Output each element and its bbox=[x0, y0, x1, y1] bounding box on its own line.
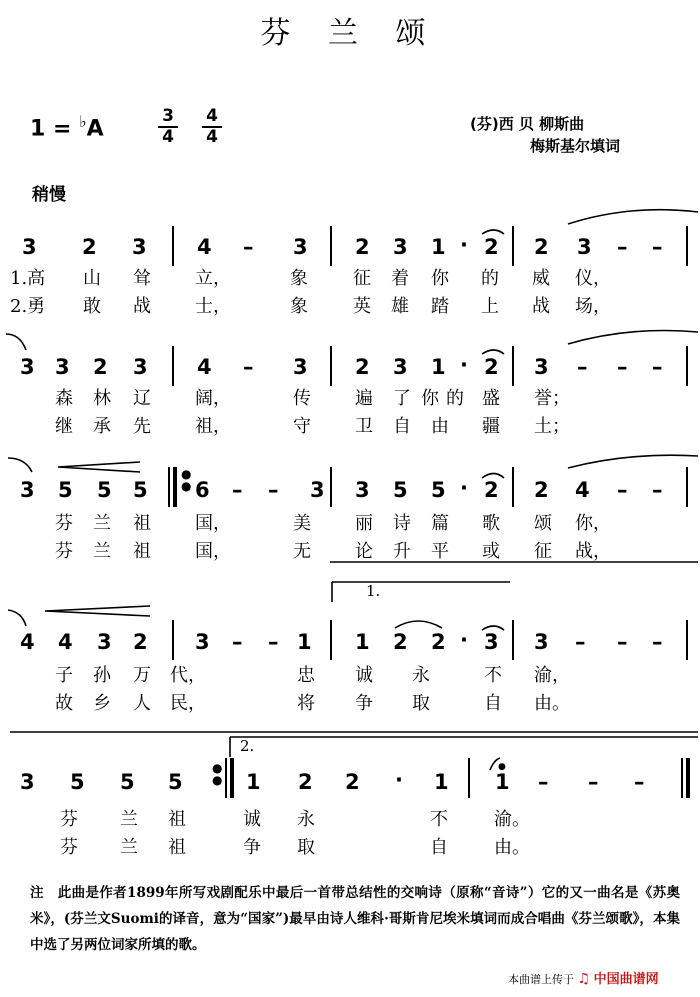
note: 2 bbox=[484, 355, 499, 379]
repeat-dots: ● ● bbox=[212, 761, 223, 787]
octave-dot: ● bbox=[498, 762, 506, 772]
lyric: 阔， bbox=[195, 388, 231, 409]
lyric: 的 bbox=[481, 268, 499, 289]
lyric: 取 bbox=[412, 693, 430, 714]
lyric: 征 bbox=[534, 541, 552, 562]
dot: · bbox=[395, 768, 403, 792]
note: 2 bbox=[133, 630, 148, 654]
lyric: 战， bbox=[575, 541, 611, 562]
note: 3 bbox=[310, 478, 325, 502]
lyric: 论 bbox=[355, 541, 373, 562]
note: – bbox=[617, 630, 628, 654]
note: 2 bbox=[534, 235, 549, 259]
lyric: 诚 bbox=[243, 809, 261, 830]
footnote: 注 此曲是作者1899年所写戏剧配乐中最后一首带总结性的交响诗（原称“音诗”）它的又一曲名是《苏奥米》，(芬兰文Suomi的译音，意为“国家”)最早由诗人维科·哥斯肯尼埃米填词而成合唱曲《芬兰颂歌》，本集中选了另两位词家所填的歌。 bbox=[30, 885, 680, 953]
note: 2 bbox=[393, 630, 408, 654]
lyric: 立， bbox=[195, 268, 231, 289]
note: – bbox=[575, 630, 586, 654]
note: 1 bbox=[297, 630, 312, 654]
lyric: 场， bbox=[575, 296, 611, 317]
note: 3 bbox=[20, 355, 35, 379]
lyric: 美 bbox=[293, 513, 311, 534]
lyric: 祖 bbox=[168, 809, 186, 830]
lyric: 威 bbox=[532, 268, 550, 289]
tie-end bbox=[8, 458, 32, 472]
note: 4 bbox=[20, 630, 35, 654]
time-den: 4 bbox=[162, 127, 174, 147]
time-den: 4 bbox=[206, 127, 218, 147]
note: 5 bbox=[70, 770, 85, 794]
lyric: 芬 bbox=[55, 541, 73, 562]
note: 2 bbox=[534, 478, 549, 502]
note: 2 bbox=[345, 770, 360, 794]
lyric: 由。 bbox=[494, 837, 530, 858]
lyric: 辽 bbox=[133, 388, 151, 409]
lyric: 耸 bbox=[133, 268, 151, 289]
lyric: 象 bbox=[290, 268, 308, 289]
note: 3 bbox=[132, 235, 147, 259]
lyric: 由。 bbox=[534, 693, 570, 714]
lyric: 永 bbox=[412, 665, 430, 686]
lyric: 雄 bbox=[391, 296, 409, 317]
lyric: 象 bbox=[290, 296, 308, 317]
lyric: 芬 bbox=[60, 809, 78, 830]
second-ending-label: 2. bbox=[240, 737, 255, 755]
note: 3 bbox=[393, 355, 408, 379]
lyric: 永 bbox=[297, 809, 315, 830]
tempo-marking: 稍慢 bbox=[32, 185, 66, 205]
lyric: 代， bbox=[170, 665, 206, 686]
lyric: 继 bbox=[55, 416, 73, 437]
lyric: 的 bbox=[446, 388, 464, 409]
lyric: 自 bbox=[393, 416, 411, 437]
repeat-dots: ● ● bbox=[181, 467, 192, 493]
lyric: 忠 bbox=[297, 665, 315, 686]
lyric: 取 bbox=[297, 837, 315, 858]
lyric: 敢 bbox=[83, 296, 101, 317]
note: 2 bbox=[484, 235, 499, 259]
lyric: 誉； bbox=[534, 388, 570, 409]
note: 2 bbox=[93, 355, 108, 379]
lyric: 芬 bbox=[55, 513, 73, 534]
note: 5 bbox=[58, 478, 73, 502]
lyric: 升 bbox=[393, 541, 411, 562]
note: 1 bbox=[355, 630, 370, 654]
lyric: 歌 bbox=[482, 513, 500, 534]
note: 1 bbox=[495, 770, 510, 794]
lyric: 民， bbox=[170, 693, 206, 714]
tie-start bbox=[568, 455, 698, 468]
tie-end bbox=[8, 610, 26, 626]
note: 4 bbox=[575, 478, 590, 502]
lyric: 着 bbox=[391, 268, 409, 289]
note: – bbox=[652, 478, 663, 502]
site-name[interactable]: 中国曲谱网 bbox=[593, 972, 659, 987]
note: 3 bbox=[534, 630, 549, 654]
note: 1 bbox=[431, 235, 446, 259]
lyric: 山 bbox=[83, 268, 101, 289]
note: – bbox=[652, 630, 663, 654]
note: 3 bbox=[577, 235, 592, 259]
note: 3 bbox=[484, 630, 499, 654]
note: – bbox=[588, 770, 599, 794]
lyric: 争 bbox=[355, 693, 373, 714]
lyric: 卫 bbox=[355, 416, 373, 437]
slur bbox=[482, 350, 504, 354]
note: 1 bbox=[434, 770, 449, 794]
note: – bbox=[232, 478, 243, 502]
lyric: 承 bbox=[93, 416, 111, 437]
lyric: 祖， bbox=[195, 416, 231, 437]
note: 2 bbox=[355, 355, 370, 379]
lyric: 人 bbox=[133, 693, 151, 714]
lyric: 国， bbox=[195, 513, 231, 534]
note: 3 bbox=[22, 235, 37, 259]
lyric: 国， bbox=[195, 541, 231, 562]
tie-end bbox=[6, 334, 26, 350]
note: 5 bbox=[120, 770, 135, 794]
note: 5 bbox=[97, 478, 112, 502]
lyric: 林 bbox=[93, 388, 111, 409]
lyric: 了 bbox=[393, 388, 411, 409]
note: 3 bbox=[55, 355, 70, 379]
slur bbox=[395, 621, 442, 628]
crescendo-hairpin bbox=[58, 462, 140, 472]
note: – bbox=[268, 630, 279, 654]
lyric: 1.高 bbox=[10, 268, 46, 289]
lyric: 自 bbox=[430, 837, 448, 858]
lyric: 兰 bbox=[93, 541, 111, 562]
lyric: 诚 bbox=[355, 665, 373, 686]
note: – bbox=[268, 478, 279, 502]
time-num: 3 bbox=[162, 106, 174, 126]
lyric: 上 bbox=[481, 296, 499, 317]
lyric: 士， bbox=[195, 296, 231, 317]
tie-start bbox=[568, 210, 698, 224]
lyric: 你 bbox=[421, 388, 439, 409]
note: 2 bbox=[82, 235, 97, 259]
key-tone: A bbox=[86, 116, 104, 142]
lyric: 或 bbox=[482, 541, 500, 562]
crescendo-hairpin bbox=[45, 606, 150, 616]
lyric: 踏 bbox=[431, 296, 449, 317]
lyric: 不 bbox=[430, 809, 448, 830]
lyric: 土； bbox=[534, 416, 570, 437]
slur bbox=[482, 230, 504, 234]
note: 3 bbox=[393, 235, 408, 259]
lyric: 子 bbox=[55, 665, 73, 686]
dot: · bbox=[460, 476, 468, 500]
lyric: 祖 bbox=[133, 541, 151, 562]
note: – bbox=[243, 235, 254, 259]
lyric: 你， bbox=[575, 513, 611, 534]
note: – bbox=[634, 770, 645, 794]
note: – bbox=[577, 355, 588, 379]
time-num: 4 bbox=[206, 106, 218, 126]
lyric: 先 bbox=[133, 416, 151, 437]
note: – bbox=[538, 770, 549, 794]
note: 3 bbox=[20, 770, 35, 794]
lyric: 乡 bbox=[93, 693, 111, 714]
slur bbox=[482, 474, 504, 479]
dot: · bbox=[460, 353, 468, 377]
note: 1 bbox=[246, 770, 261, 794]
note: 3 bbox=[534, 355, 549, 379]
lyric: 盛 bbox=[482, 388, 500, 409]
note: 4 bbox=[197, 235, 212, 259]
lyric: 兰 bbox=[93, 513, 111, 534]
lyric: 不 bbox=[484, 665, 502, 686]
note: 2 bbox=[298, 770, 313, 794]
note: – bbox=[652, 235, 663, 259]
lyric: 祖 bbox=[168, 837, 186, 858]
lyric: 颂 bbox=[534, 513, 552, 534]
lyric: 守 bbox=[293, 416, 311, 437]
note: 5 bbox=[393, 478, 408, 502]
note: 2 bbox=[484, 478, 499, 502]
note: 6 bbox=[195, 478, 210, 502]
composer-credit: (芬)西 贝 柳斯曲 bbox=[470, 115, 585, 133]
lyric: 兰 bbox=[120, 809, 138, 830]
note: 5 bbox=[431, 478, 446, 502]
lyric: 战 bbox=[133, 296, 151, 317]
lyric: 由 bbox=[431, 416, 449, 437]
music-note-icon: ♫ bbox=[577, 971, 591, 987]
lyric: 仪， bbox=[575, 268, 611, 289]
lyric: 2.勇 bbox=[10, 296, 46, 317]
lyricist-credit: 梅斯基尔填词 bbox=[530, 137, 621, 155]
tie-start bbox=[568, 331, 698, 345]
note: – bbox=[617, 235, 628, 259]
lyric: 诗 bbox=[393, 513, 411, 534]
key-prefix: 1 = bbox=[30, 116, 72, 142]
note: 4 bbox=[58, 630, 73, 654]
dot: · bbox=[460, 233, 468, 257]
note: – bbox=[232, 630, 243, 654]
lyric: 平 bbox=[431, 541, 449, 562]
lyric: 疆 bbox=[482, 416, 500, 437]
note: 4 bbox=[197, 355, 212, 379]
note: 5 bbox=[133, 478, 148, 502]
note: 2 bbox=[431, 630, 446, 654]
footer-prefix: 本曲谱上传于 bbox=[508, 973, 574, 986]
slur bbox=[482, 626, 504, 630]
lyric: 你 bbox=[431, 268, 449, 289]
note: 3 bbox=[293, 355, 308, 379]
lyric: 战 bbox=[532, 296, 550, 317]
lyric: 森 bbox=[55, 388, 73, 409]
dot: · bbox=[460, 628, 468, 652]
note: – bbox=[617, 478, 628, 502]
lyric: 兰 bbox=[120, 837, 138, 858]
lyric: 丽 bbox=[355, 513, 373, 534]
lyric: 自 bbox=[484, 693, 502, 714]
lyric: 遍 bbox=[355, 388, 373, 409]
lyric: 孙 bbox=[93, 665, 111, 686]
note: 3 bbox=[293, 235, 308, 259]
note: 5 bbox=[168, 770, 183, 794]
flat-sign: ♭ bbox=[79, 112, 87, 131]
note: 3 bbox=[97, 630, 112, 654]
note: 3 bbox=[355, 478, 370, 502]
note: – bbox=[617, 355, 628, 379]
first-ending-label: 1. bbox=[366, 582, 381, 600]
note: 1 bbox=[431, 355, 446, 379]
lyric: 万 bbox=[133, 665, 151, 686]
footer-watermark bbox=[508, 968, 659, 987]
note: – bbox=[652, 355, 663, 379]
lyric: 英 bbox=[353, 296, 371, 317]
lyric: 芬 bbox=[60, 837, 78, 858]
note: 3 bbox=[195, 630, 210, 654]
lyric: 无 bbox=[293, 541, 311, 562]
lyric: 渝。 bbox=[494, 809, 530, 830]
note: 2 bbox=[355, 235, 370, 259]
lyric: 祖 bbox=[133, 513, 151, 534]
page-title: 芬 兰 颂 bbox=[260, 16, 440, 51]
lyric: 故 bbox=[55, 693, 73, 714]
slur bbox=[490, 758, 500, 770]
lyric: 传 bbox=[293, 388, 311, 409]
note: – bbox=[243, 355, 254, 379]
lyric: 将 bbox=[297, 693, 315, 714]
note: 3 bbox=[133, 355, 148, 379]
lyric: 渝， bbox=[534, 665, 570, 686]
lyric: 篇 bbox=[431, 513, 449, 534]
lyric: 征 bbox=[353, 268, 371, 289]
note: 3 bbox=[20, 478, 35, 502]
lyric: 争 bbox=[243, 837, 261, 858]
